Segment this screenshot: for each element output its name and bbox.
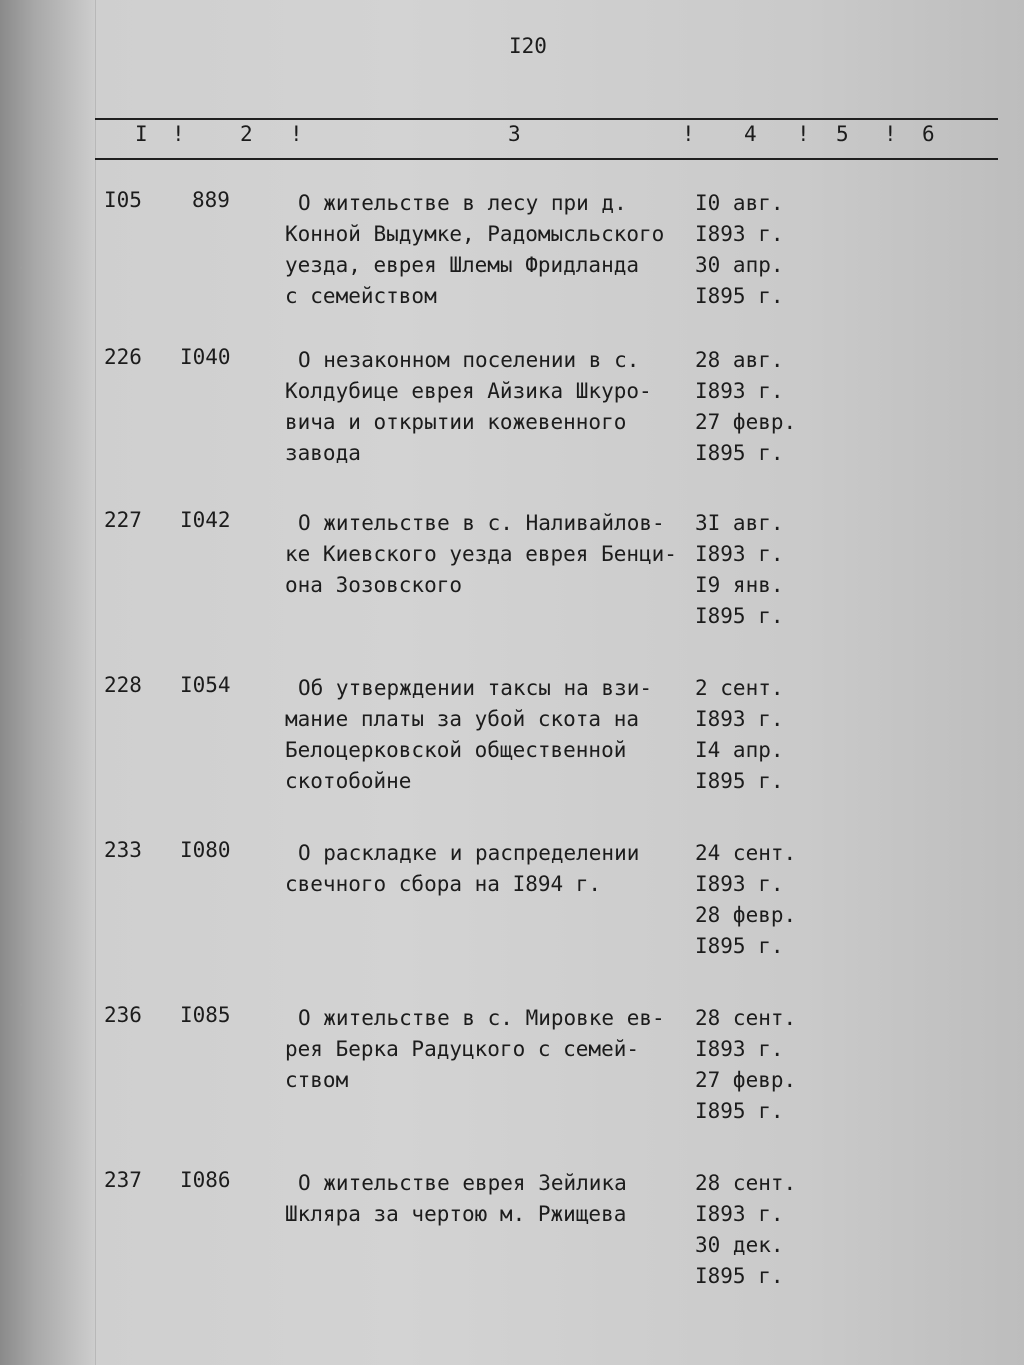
end-year: I895 г. [695,1099,784,1123]
bleed-through-mark: · [16,459,25,482]
col-separator: ! [172,122,185,146]
title-line: Конной Выдумке, Радомысльского [285,222,665,246]
end-date: 27 февр. [695,410,797,434]
case-title [285,1168,695,1230]
title-line: О незаконном поселении в с. [298,348,640,372]
col-separator: ! [884,122,897,146]
page-number: I20 [509,34,547,58]
bleed-through-mark: · [16,994,25,1017]
row-number: 233 [104,838,142,862]
end-year: I895 г. [695,934,784,958]
case-title [285,1003,695,1096]
end-date: I9 янв. [695,573,784,597]
title-line: ке Киевского уезда еврея Бенци- [285,542,677,566]
start-date: I0 авг. [695,191,784,215]
start-date: 3I авг. [695,511,784,535]
row-number: 228 [104,673,142,697]
header-bottom-rule [95,158,998,160]
end-date: I4 апр. [695,738,784,762]
start-date: 24 сент. [695,841,797,865]
col-separator: ! [290,122,303,146]
end-year: I895 г. [695,604,784,628]
title-line: уезда, еврея Шлемы Фридланда [285,253,640,277]
end-year: I895 г. [695,1264,784,1288]
title-line: скотобойне [285,769,412,793]
bleed-through-mark: · [16,257,25,280]
row-number: 237 [104,1168,142,1192]
title-line: мание платы за убой скота на [285,707,640,731]
case-number: I080 [180,838,231,862]
date-range [695,188,784,312]
end-date: 27 февр. [695,1068,797,1092]
title-line: О жительстве еврея Зейлика [298,1171,627,1195]
case-title [285,838,695,900]
start-year: I893 г. [695,542,784,566]
col-4-label: 4 [744,122,757,146]
row-number: 236 [104,1003,142,1027]
bleed-through-mark: · [16,1164,25,1187]
end-date: 30 апр. [695,253,784,277]
start-year: I893 г. [695,707,784,731]
end-year: I895 г. [695,441,784,465]
date-range [695,508,784,632]
start-year: I893 г. [695,222,784,246]
end-date: 28 февр. [695,903,797,927]
col-separator: ! [682,122,695,146]
start-year: I893 г. [695,872,784,896]
title-line: Белоцерковской общественной [285,738,627,762]
start-date: 2 сент. [695,676,784,700]
title-line: Шкляра за чертою м. Ржищева [285,1202,627,1226]
bleed-through-mark: · [16,629,25,652]
col-3-label: 3 [508,122,521,146]
date-range [695,1168,796,1292]
binding-spine [0,0,96,1365]
title-line: с семейством [285,284,437,308]
title-line: Колдубице еврея Айзика Шкуро- [285,379,652,403]
end-date: 30 дек. [695,1233,784,1257]
start-year: I893 г. [695,379,784,403]
end-year: I895 г. [695,284,784,308]
col-2-label: 2 [240,122,253,146]
case-number: I054 [180,673,231,697]
title-line: О жительстве в лесу при д. [298,191,627,215]
title-line: Об утверждении таксы на взи- [298,676,653,700]
start-date: 28 авг. [695,348,784,372]
row-number: 227 [104,508,142,532]
case-number: I086 [180,1168,231,1192]
title-line: рея Берка Радуцкого с семей- [285,1037,640,1061]
case-title [285,345,695,469]
case-number: I040 [180,345,231,369]
header-top-rule [95,118,998,120]
end-year: I895 г. [695,769,784,793]
date-range [695,345,796,469]
title-line: вича и открытии кожевенного [285,410,627,434]
bleed-through-mark: · [16,811,25,834]
date-range [695,673,784,797]
row-number: 226 [104,345,142,369]
start-date: 28 сент. [695,1171,797,1195]
case-number: I085 [180,1003,231,1027]
col-separator: ! [797,122,810,146]
title-line: завода [285,441,361,465]
date-range [695,838,796,962]
col-1-label: I [135,122,148,146]
title-line: свечного сбора на I894 г. [285,872,602,896]
start-year: I893 г. [695,1202,784,1226]
case-title [285,673,695,797]
col-5-label: 5 [836,122,849,146]
title-line: О жительстве в с. Мировке ев- [298,1006,665,1030]
case-title [285,508,695,601]
title-line: ством [285,1068,349,1092]
case-title [285,188,695,312]
start-date: 28 сент. [695,1006,797,1030]
date-range [695,1003,796,1127]
title-line: О раскладке и распределении [298,841,640,865]
case-number: I042 [180,508,231,532]
row-number: I05 [104,188,142,212]
col-6-label: 6 [922,122,935,146]
case-number: 889 [192,188,230,212]
title-line: О жительстве в с. Наливайлов- [298,511,665,535]
title-line: она Зозовского [285,573,463,597]
start-year: I893 г. [695,1037,784,1061]
